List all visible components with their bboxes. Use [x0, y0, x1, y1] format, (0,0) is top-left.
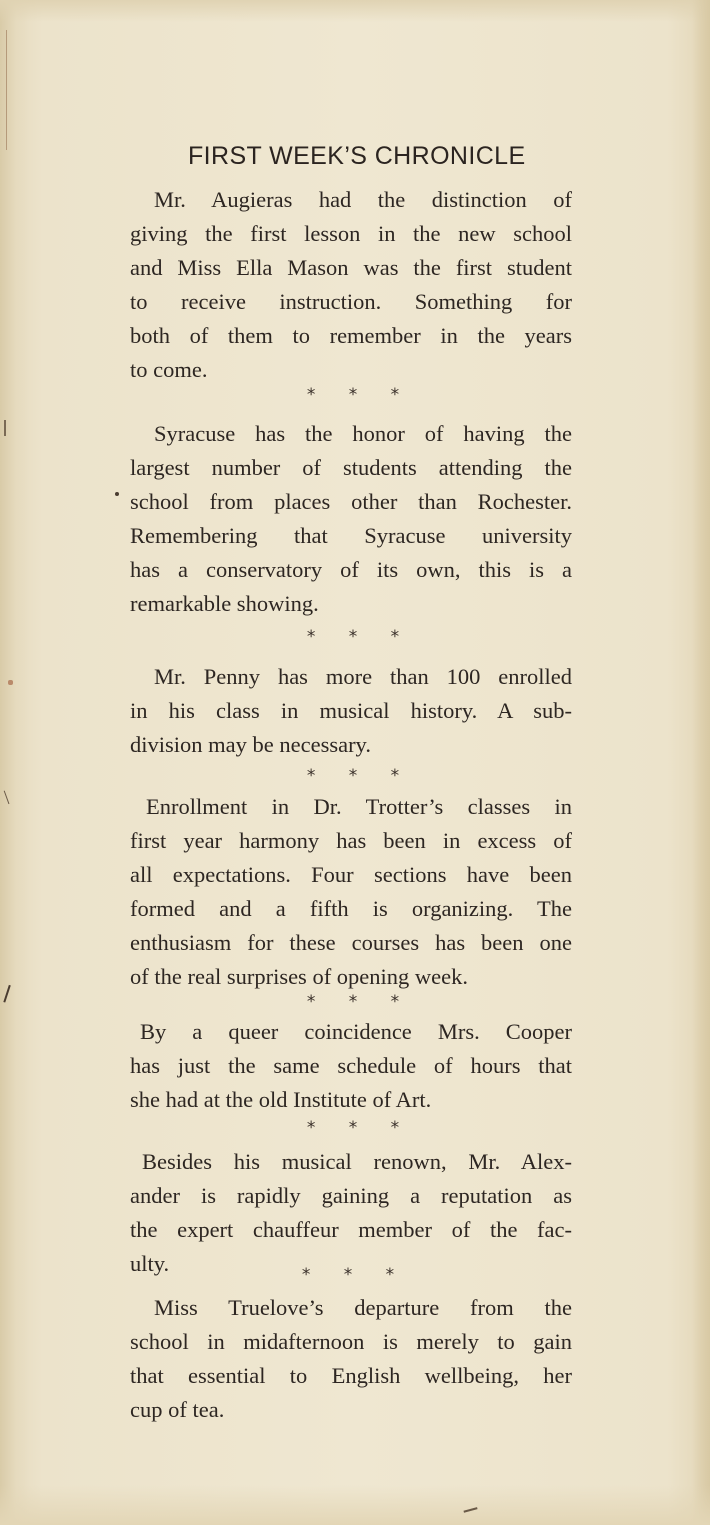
text-line: Remembering that Syracuse university: [130, 523, 572, 548]
text-line: the expert chauffeur member of the fac-: [130, 1217, 572, 1242]
text-line: Syracuse has the honor of having the: [154, 421, 572, 446]
paragraph: [130, 1015, 572, 1117]
paragraph: [130, 790, 572, 994]
text-line: that essential to English wellbeing, her: [130, 1363, 572, 1388]
page-title: FIRST WEEK’S CHRONICLE: [188, 142, 526, 170]
text-line: ander is rapidly gaining a reputation as: [130, 1183, 572, 1208]
paragraph: [130, 417, 572, 621]
text-line: in his class in musical history. A sub-: [130, 698, 572, 723]
paper-bottom-edge: [0, 1485, 710, 1525]
section-separator: * * *: [306, 992, 414, 1012]
text-line: Miss Truelove’s departure from the: [154, 1295, 572, 1320]
text-line: Besides his musical renown, Mr. Alex-: [142, 1149, 572, 1174]
text-line: school from places other than Rochester.: [130, 489, 572, 514]
scan-speck: [8, 680, 13, 685]
section-separator: * * *: [306, 385, 414, 405]
text-line: all expectations. Four sections have been: [130, 862, 572, 887]
text-line: largest number of students attending the: [130, 455, 572, 480]
scan-speck: [115, 492, 119, 496]
paragraph: [130, 183, 572, 387]
text-line: to come.: [130, 357, 208, 382]
text-line: has a conservatory of its own, this is a: [130, 557, 572, 582]
section-separator: * * *: [301, 1265, 409, 1285]
text-line: she had at the old Institute of Art.: [130, 1087, 432, 1112]
text-line: remarkable showing.: [130, 591, 319, 616]
paragraph: [130, 660, 572, 762]
text-line: of the real surprises of opening week.: [130, 964, 469, 989]
scan-speck: [4, 420, 9, 436]
section-separator: * * *: [306, 627, 414, 647]
scan-speck: [6, 30, 9, 150]
text-line: and Miss Ella Mason was the first student: [130, 255, 572, 280]
text-line: Mr. Penny has more than 100 enrolled: [154, 664, 572, 689]
text-line: Mr. Augieras had the distinction of: [154, 187, 572, 212]
text-line: formed and a fifth is organizing. The: [130, 896, 572, 921]
section-separator: * * *: [306, 1118, 414, 1138]
text-line: enthusiasm for these courses has been one: [130, 930, 572, 955]
section-separator: * * *: [306, 766, 414, 786]
text-line: division may be necessary.: [130, 732, 371, 757]
text-line: cup of tea.: [130, 1397, 225, 1422]
paper-right-edge: [692, 0, 710, 1525]
paragraph: [130, 1145, 572, 1281]
text-line: Enrollment in Dr. Trotter’s classes in: [146, 794, 572, 819]
text-line: first year harmony has been in excess of: [130, 828, 572, 853]
text-line: both of them to remember in the years: [130, 323, 572, 348]
paper-top-edge: [0, 0, 710, 22]
text-line: to receive instruction. Something for: [130, 289, 572, 314]
text-line: school in midafternoon is merely to gain: [130, 1329, 572, 1354]
paragraph: [130, 1291, 572, 1427]
text-line: ulty.: [130, 1251, 170, 1276]
text-line: giving the first lesson in the new school: [130, 221, 572, 246]
text-line: By a queer coincidence Mrs. Cooper: [140, 1019, 572, 1044]
text-line: has just the same schedule of hours that: [130, 1053, 572, 1078]
paper-left-edge: [0, 0, 28, 1525]
